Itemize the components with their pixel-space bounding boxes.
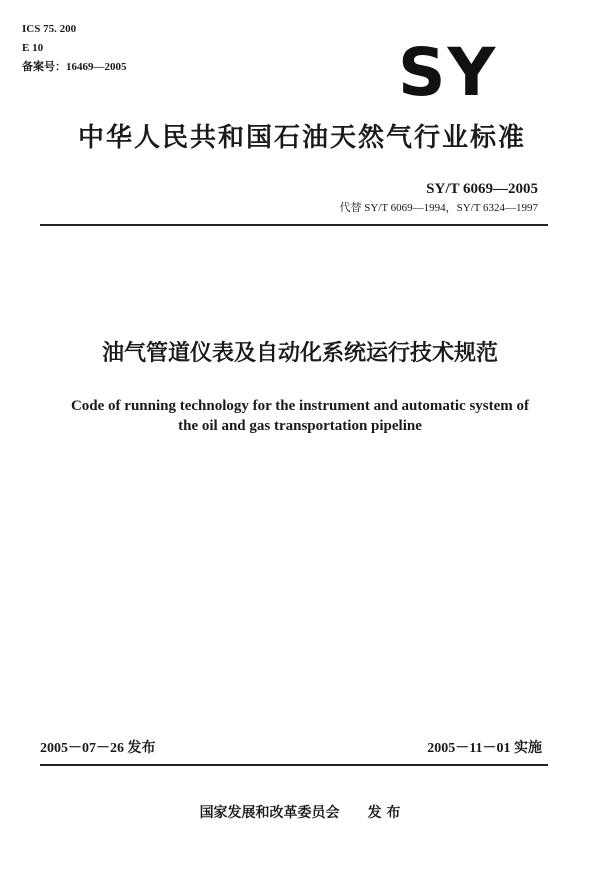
sy-logo: SY: [398, 34, 498, 111]
implementation-date: 2005－11－01 实施: [427, 741, 542, 756]
publisher-name: 国家发展和改革委员会: [199, 805, 340, 821]
top-divider: [40, 224, 548, 226]
document-title-en: [40, 396, 560, 436]
bottom-divider: [40, 764, 548, 766]
document-title-cn: 油气管道仪表及自动化系统运行技术规范: [101, 341, 498, 366]
document-title-en-line1: Code of running technology for the instrument and automatic system of: [70, 398, 530, 414]
issue-date: 2005－07－26 发布: [40, 741, 156, 756]
standard-number: SY/T 6069—2005: [426, 181, 538, 197]
ics-code: ICS 75. 200: [22, 23, 77, 35]
record-number: 备案号：16469—2005: [22, 61, 127, 73]
document-title-en-line2: the oil and gas transportation pipeline: [178, 418, 422, 434]
standard-replaces: 代替 SY/T 6069—1994，SY/T 6324—1997: [339, 202, 538, 214]
category-code: E 10: [22, 42, 44, 54]
publisher: [0, 803, 600, 823]
org-title: 中华人民共和国石油天然气行业标准: [77, 123, 526, 153]
publisher-action: 发 布: [367, 805, 401, 821]
